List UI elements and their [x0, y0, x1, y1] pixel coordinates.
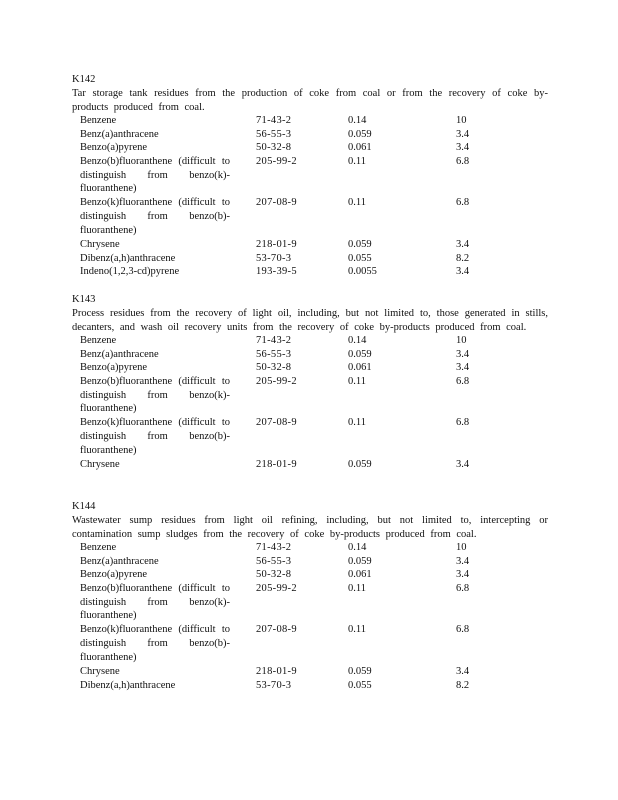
waste-section-k144 — [72, 500, 548, 692]
constituent-table — [72, 114, 548, 279]
cas-number: 71-43-2 — [256, 115, 292, 127]
cas-number: 207-08-9 — [256, 197, 297, 209]
wastewater-concentration: 0.059 — [348, 348, 372, 360]
table-row — [72, 155, 548, 197]
wastewater-concentration: 0.061 — [348, 142, 372, 154]
cas-number: 56-55-3 — [256, 348, 292, 360]
constituent-name: Indeno(1,2,3-cd)pyrene — [80, 266, 180, 278]
cas-number: 50-32-8 — [256, 362, 292, 374]
waste-section-k143 — [72, 293, 548, 472]
cas-number: 71-43-2 — [256, 542, 292, 554]
constituent-name: Benz(a)anthracene — [80, 555, 159, 567]
cas-number: 205-99-2 — [256, 375, 297, 387]
constituent-name: Benzene — [80, 115, 117, 127]
cas-number: 50-32-8 — [256, 142, 292, 154]
constituent-name: Benzo(k)fluoranthene (difficult to distinguish from benzo(b)-fluoranthene) — [80, 624, 230, 663]
constituent-name: Benzo(k)fluoranthene (difficult to distinguish from benzo(b)-fluoranthene) — [80, 197, 230, 236]
constituent-name: Dibenz(a,h)anthracene — [80, 679, 176, 691]
waste-code: K143 — [72, 294, 96, 305]
table-row — [72, 623, 548, 665]
nonwastewater-concentration: 3.4 — [456, 362, 470, 374]
wastewater-concentration: 0.11 — [348, 582, 366, 594]
table-row — [72, 114, 548, 128]
wastewater-concentration: 0.059 — [348, 665, 372, 677]
cas-number: 71-43-2 — [256, 335, 292, 347]
wastewater-concentration: 0.059 — [348, 458, 372, 470]
constituent-name: Benzo(b)fluoranthene (difficult to distinguish from benzo(k)-fluoranthene) — [80, 582, 230, 622]
table-row — [72, 238, 548, 252]
wastewater-concentration: 0.061 — [348, 569, 372, 581]
table-row — [72, 665, 548, 679]
table-row — [72, 252, 548, 266]
table-row — [72, 458, 548, 472]
wastewater-concentration: 0.11 — [348, 417, 366, 429]
nonwastewater-concentration: 8.2 — [456, 252, 470, 264]
nonwastewater-concentration: 10 — [456, 542, 467, 554]
table-row — [72, 568, 548, 582]
nonwastewater-concentration: 6.8 — [456, 624, 470, 636]
nonwastewater-concentration: 6.8 — [456, 197, 470, 209]
table-row — [72, 679, 548, 693]
waste-description: Process residues from the recovery of light oil, including, but not limited to, those generated in stills, decanters, and wash oil recovery units from the recovery of coke by-products produced from coal. — [72, 308, 548, 333]
nonwastewater-concentration: 3.4 — [456, 238, 470, 250]
table-row — [72, 128, 548, 142]
waste-description: Tar storage tank residues from the production of coke from coal or from the recovery of coke by-products produced from coal. — [72, 88, 548, 113]
constituent-name: Benzene — [80, 542, 117, 554]
wastewater-concentration: 0.059 — [348, 555, 372, 567]
nonwastewater-concentration: 3.4 — [456, 665, 470, 677]
wastewater-concentration: 0.14 — [348, 335, 367, 347]
constituent-name: Chrysene — [80, 458, 120, 470]
nonwastewater-concentration: 3.4 — [456, 458, 470, 470]
table-row — [72, 375, 548, 417]
nonwastewater-concentration: 6.8 — [456, 375, 470, 387]
cas-number: 56-55-3 — [256, 555, 292, 567]
waste-description: Wastewater sump residues from light oil refining, including, but not limited to, intercepting or contamination sump sludges from the recovery of coke by-products produced from coal. — [72, 515, 548, 540]
cas-number: 53-70-3 — [256, 252, 292, 264]
table-row — [72, 348, 548, 362]
table-row — [72, 416, 548, 458]
wastewater-concentration: 0.055 — [348, 252, 372, 264]
wastewater-concentration: 0.14 — [348, 542, 367, 554]
waste-code: K144 — [72, 501, 96, 512]
cas-number: 56-55-3 — [256, 128, 292, 140]
cas-number: 218-01-9 — [256, 665, 297, 677]
cas-number: 207-08-9 — [256, 417, 297, 429]
nonwastewater-concentration: 6.8 — [456, 582, 470, 594]
constituent-name: Benzo(k)fluoranthene (difficult to distinguish from benzo(b)-fluoranthene) — [80, 417, 230, 456]
nonwastewater-concentration: 3.4 — [456, 569, 470, 581]
table-row — [72, 555, 548, 569]
table-row — [72, 582, 548, 624]
table-row — [72, 334, 548, 348]
wastewater-concentration: 0.059 — [348, 238, 372, 250]
nonwastewater-concentration: 8.2 — [456, 679, 470, 691]
cas-number: 218-01-9 — [256, 238, 297, 250]
nonwastewater-concentration: 3.4 — [456, 128, 470, 140]
nonwastewater-concentration: 6.8 — [456, 155, 470, 167]
nonwastewater-concentration: 3.4 — [456, 142, 470, 154]
table-row — [72, 361, 548, 375]
wastewater-concentration: 0.059 — [348, 128, 372, 140]
constituent-name: Benzo(a)pyrene — [80, 569, 148, 581]
wastewater-concentration: 0.11 — [348, 155, 366, 167]
nonwastewater-concentration: 3.4 — [456, 348, 470, 360]
waste-section-k142 — [72, 73, 548, 279]
table-row — [72, 196, 548, 238]
table-row — [72, 541, 548, 555]
table-row — [72, 141, 548, 155]
cas-number: 50-32-8 — [256, 569, 292, 581]
cas-number: 193-39-5 — [256, 266, 297, 278]
constituent-name: Benz(a)anthracene — [80, 128, 159, 140]
constituent-name: Chrysene — [80, 665, 120, 677]
cas-number: 205-99-2 — [256, 155, 297, 167]
constituent-name: Benzene — [80, 335, 117, 347]
wastewater-concentration: 0.11 — [348, 197, 366, 209]
wastewater-concentration: 0.11 — [348, 375, 366, 387]
nonwastewater-concentration: 10 — [456, 335, 467, 347]
wastewater-concentration: 0.061 — [348, 362, 372, 374]
nonwastewater-concentration: 6.8 — [456, 417, 470, 429]
cas-number: 218-01-9 — [256, 458, 297, 470]
wastewater-concentration: 0.11 — [348, 624, 366, 636]
constituent-name: Dibenz(a,h)anthracene — [80, 252, 176, 264]
constituent-name: Benzo(b)fluoranthene (difficult to distinguish from benzo(k)-fluoranthene) — [80, 375, 230, 415]
wastewater-concentration: 0.055 — [348, 679, 372, 691]
nonwastewater-concentration: 10 — [456, 115, 467, 127]
constituent-name: Benzo(b)fluoranthene (difficult to distinguish from benzo(k)-fluoranthene) — [80, 155, 230, 195]
constituent-table — [72, 541, 548, 692]
cas-number: 53-70-3 — [256, 679, 292, 691]
constituent-name: Benzo(a)pyrene — [80, 362, 148, 374]
constituent-name: Benz(a)anthracene — [80, 348, 159, 360]
nonwastewater-concentration: 3.4 — [456, 555, 470, 567]
wastewater-concentration: 0.0055 — [348, 266, 377, 278]
constituent-name: Benzo(a)pyrene — [80, 142, 148, 154]
constituent-table — [72, 334, 548, 471]
constituent-name: Chrysene — [80, 238, 120, 250]
table-row — [72, 265, 548, 279]
wastewater-concentration: 0.14 — [348, 115, 367, 127]
cas-number: 207-08-9 — [256, 624, 297, 636]
nonwastewater-concentration: 3.4 — [456, 266, 470, 278]
waste-code: K142 — [72, 74, 96, 85]
cas-number: 205-99-2 — [256, 582, 297, 594]
